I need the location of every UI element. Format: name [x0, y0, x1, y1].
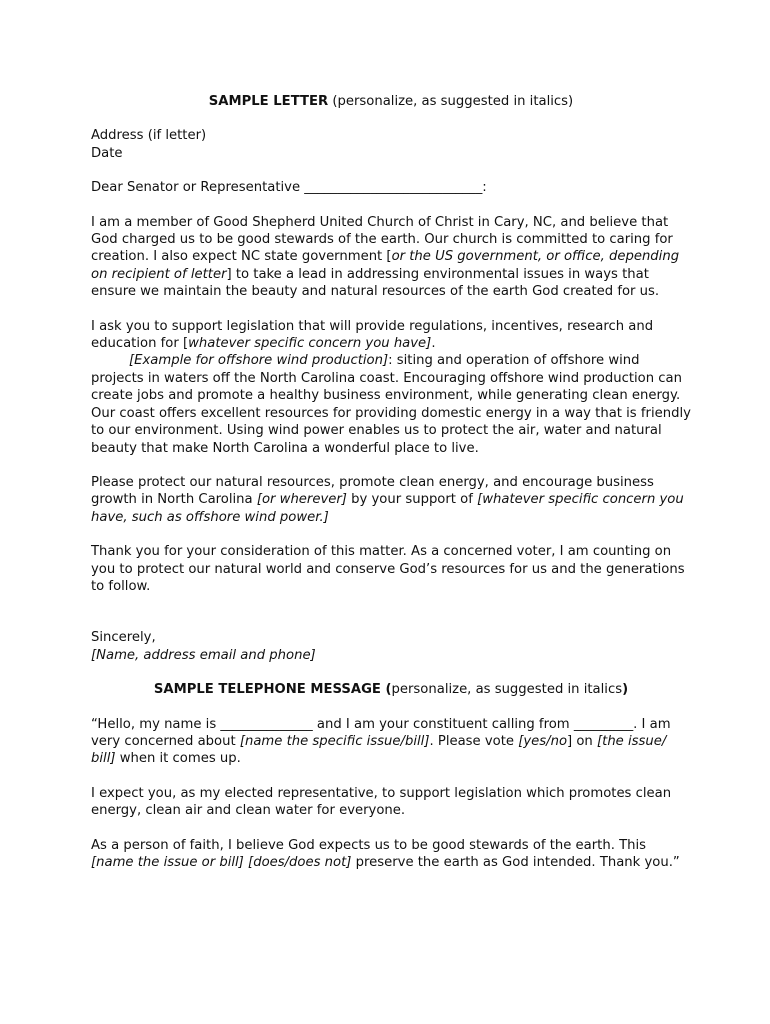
letter-heading: SAMPLE LETTER (personalize, as suggested in italics)	[208, 94, 574, 109]
signature-placeholder: [Name, address email and phone]	[91, 647, 316, 663]
phone-heading: SAMPLE TELEPHONE MESSAGE (personalize, as suggested in italics)	[153, 682, 629, 698]
letter-paragraph-2: I ask you to support legislation that will provide regulations, incentives, research and education for [whatever specific concern you have]. [Example for offshore wind production]: siting and operation of offshore wind projects in waters off the North Carolina coast. Encouraging offshore wind production can create jobs and promote a healthy business environment, while generating clean energy. Our coast offers excellent resources for providing domestic energy in a way that is friendly to our environment. Using wind power enables us to protect the air, water and natural beauty that make North Carolina a wonderful place to live.	[91, 318, 691, 456]
phone-paragraph-2: I expect you, as my elected representative, to support legislation which promotes clean energy, clean air and clean water for everyone.	[91, 785, 672, 819]
letter-paragraph-3: Please protect our natural resources, promote clean energy, and encourage business growth in North Carolina [or wherever] by your support of [whatever specific concern you have, such as offshore wind power.]	[91, 474, 684, 525]
document-page	[91, 93, 691, 871]
date-line: Date	[91, 145, 123, 161]
example-label: [Example for offshore wind production]	[129, 353, 389, 369]
letter-paragraph-4: Thank you for your consideration of this matter. As a concerned voter, I am counting on you to protect our natural world and conserve God’s resources for us and the generations to follow.	[91, 544, 685, 594]
salutation: Dear Senator or Representative ___________________________:	[91, 180, 487, 196]
phone-paragraph-1: “Hello, my name is ______________ and I am your constituent calling from _________. I am very concerned about [name the specific issue/bill]. Please vote [yes/no] on [the issue/ bill] when it comes up.	[91, 716, 671, 767]
letter-paragraph-1: I am a member of Good Shepherd United Church of Christ in Cary, NC, and believe that God charged us to be good stewards of the earth. Our church is committed to caring for creation. I also expect NC state government [or the US government, or office, depending on recipient of letter] to take a lead in addressing environmental issues in ways that ensure we maintain the beauty and natural resources of the earth God created for us.	[91, 214, 680, 300]
phone-paragraph-3: As a person of faith, I believe God expects us to be good stewards of the earth. This [name the issue or bill] [does/does not] preserve the earth as God intended. Thank you.”	[91, 837, 680, 870]
address-line: Address (if letter)	[91, 128, 207, 144]
closing: Sincerely,	[91, 630, 156, 646]
